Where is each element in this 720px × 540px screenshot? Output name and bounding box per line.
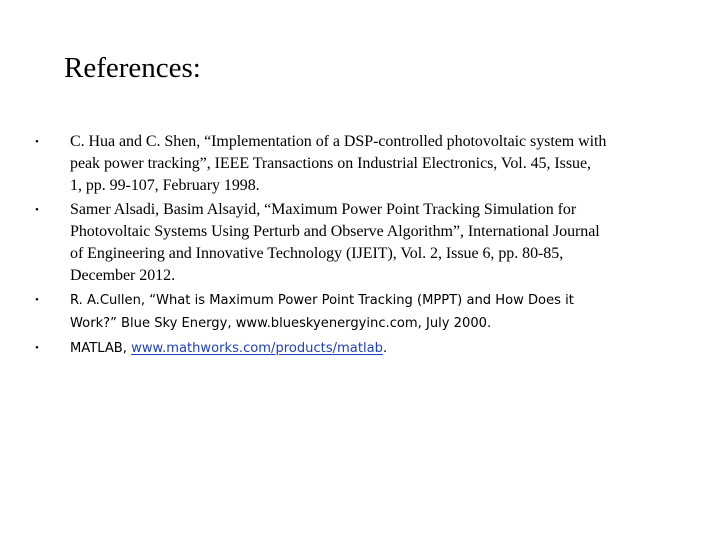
bullet-icon: • [35,204,39,216]
reference-text [70,131,688,197]
reference-text [70,337,688,360]
reference-line: Samer Alsadi, Basim Alsayid, “Maximum Power Point Tracking Simulation for [70,201,577,218]
reference-prefix: MATLAB, [70,341,132,356]
reference-line: December 2012. [70,267,176,284]
reference-text [70,289,688,335]
reference-line: C. Hua and C. Shen, “Implementation of a DSP-controlled photovoltaic system with [70,133,607,150]
reference-line: 1, pp. 99-107, February 1998. [70,177,260,194]
reference-suffix: . [382,341,388,356]
reference-line: Work?” Blue Sky Energy, www.blueskyenergyinc.com, July 2000. [70,316,492,331]
reference-line: R. A.Cullen, “What is Maximum Power Point Tracking (MPPT) and How Does it [70,293,574,308]
bullet-icon: • [35,294,39,306]
reference-line: of Engineering and Innovative Technology (IJEIT), Vol. 2, Issue 6, pp. 80-85, [70,245,564,262]
reference-line: peak power tracking”, IEEE Transactions on Industrial Electronics, Vol. 45, Issue, [70,155,591,172]
bullet-icon: • [35,136,39,148]
matlab-link[interactable]: www.mathworks.com/products/matlab [131,341,383,356]
reference-line: Photovoltaic Systems Using Perturb and Observe Algorithm”, International Journal [70,223,600,240]
reference-text [70,199,688,287]
page-title: References: [64,52,201,84]
bullet-icon: • [35,342,39,354]
